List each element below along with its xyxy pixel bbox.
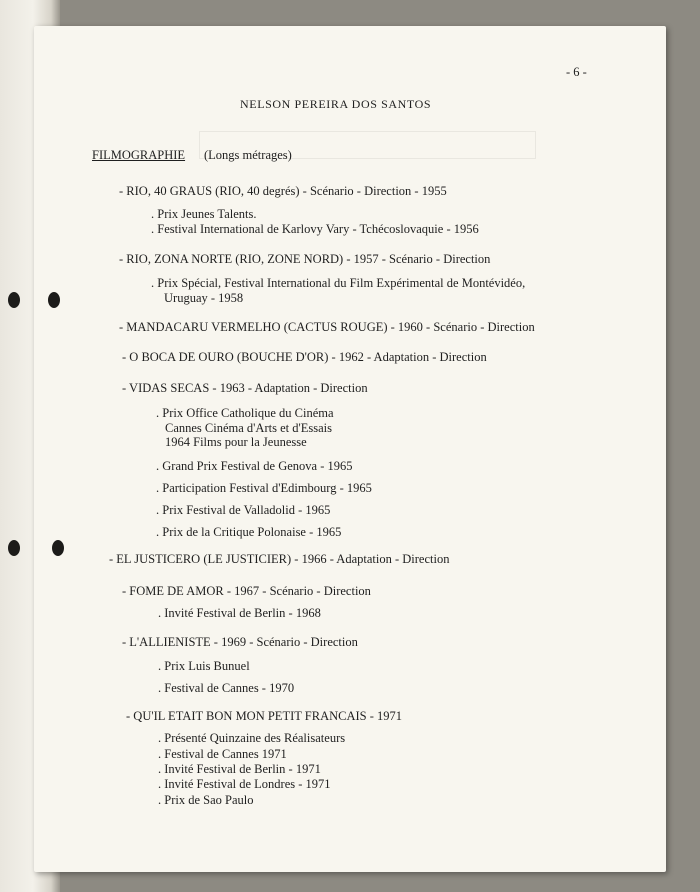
film-note: Uruguay - 1958 [164,291,244,305]
punch-hole [52,540,64,556]
film-title: - L'ALLIENISTE - 1969 - Scénario - Direction [122,635,358,649]
film-title: - EL JUSTICERO (LE JUSTICIER) - 1966 - Adaptation - Direction [109,552,450,566]
film-note: . Prix Jeunes Talents. [151,207,257,221]
section-subheading: (Longs métrages) [204,148,292,162]
film-note: . Festival International de Karlovy Vary - Tchécoslovaquie - 1956 [151,222,479,236]
film-note: . Présenté Quinzaine des Réalisateurs [158,731,346,745]
film-note: . Grand Prix Festival de Genova - 1965 [156,459,353,473]
document-page [34,26,666,872]
film-note: . Participation Festival d'Edimbourg - 1965 [156,481,372,495]
film-note: . Prix Spécial, Festival International du Film Expérimental de Montévidéo, [151,276,526,290]
film-note: Cannes Cinéma d'Arts et d'Essais [165,421,332,435]
punch-hole [48,292,60,308]
film-title: - VIDAS SECAS - 1963 - Adaptation - Direction [122,381,368,395]
film-note: . Prix Festival de Valladolid - 1965 [156,503,331,517]
film-note: . Prix de Sao Paulo [158,793,254,807]
film-title: - O BOCA DE OURO (BOUCHE D'OR) - 1962 - Adaptation - Direction [122,350,487,364]
film-note: . Invité Festival de Berlin - 1971 [158,762,321,776]
punch-hole [8,540,20,556]
film-note: . Festival de Cannes - 1970 [158,681,295,695]
film-title: - QU'IL ETAIT BON MON PETIT FRANCAIS - 1971 [126,709,403,723]
film-note: 1964 Films pour la Jeunesse [165,435,307,449]
film-title: - RIO, ZONA NORTE (RIO, ZONE NORD) - 1957 - Scénario - Direction [119,252,491,266]
film-title: - FOME DE AMOR - 1967 - Scénario - Direction [122,584,371,598]
film-title: - MANDACARU VERMELHO (CACTUS ROUGE) - 1960 - Scénario - Direction [119,320,535,334]
section-heading: FILMOGRAPHIE [92,148,186,162]
film-note: . Prix Luis Bunuel [158,659,250,673]
film-title: - RIO, 40 GRAUS (RIO, 40 degrés) - Scénario - Direction - 1955 [119,184,447,198]
punch-hole [8,292,20,308]
film-note: . Invité Festival de Berlin - 1968 [158,606,321,620]
page-number: - 6 - [566,65,587,79]
film-note: . Prix Office Catholique du Cinéma [156,406,334,420]
film-note: . Festival de Cannes 1971 [158,747,287,761]
page-title: NELSON PEREIRA DOS SANTOS [240,97,432,111]
film-note: . Prix de la Critique Polonaise - 1965 [156,525,342,539]
film-note: . Invité Festival de Londres - 1971 [158,777,331,791]
